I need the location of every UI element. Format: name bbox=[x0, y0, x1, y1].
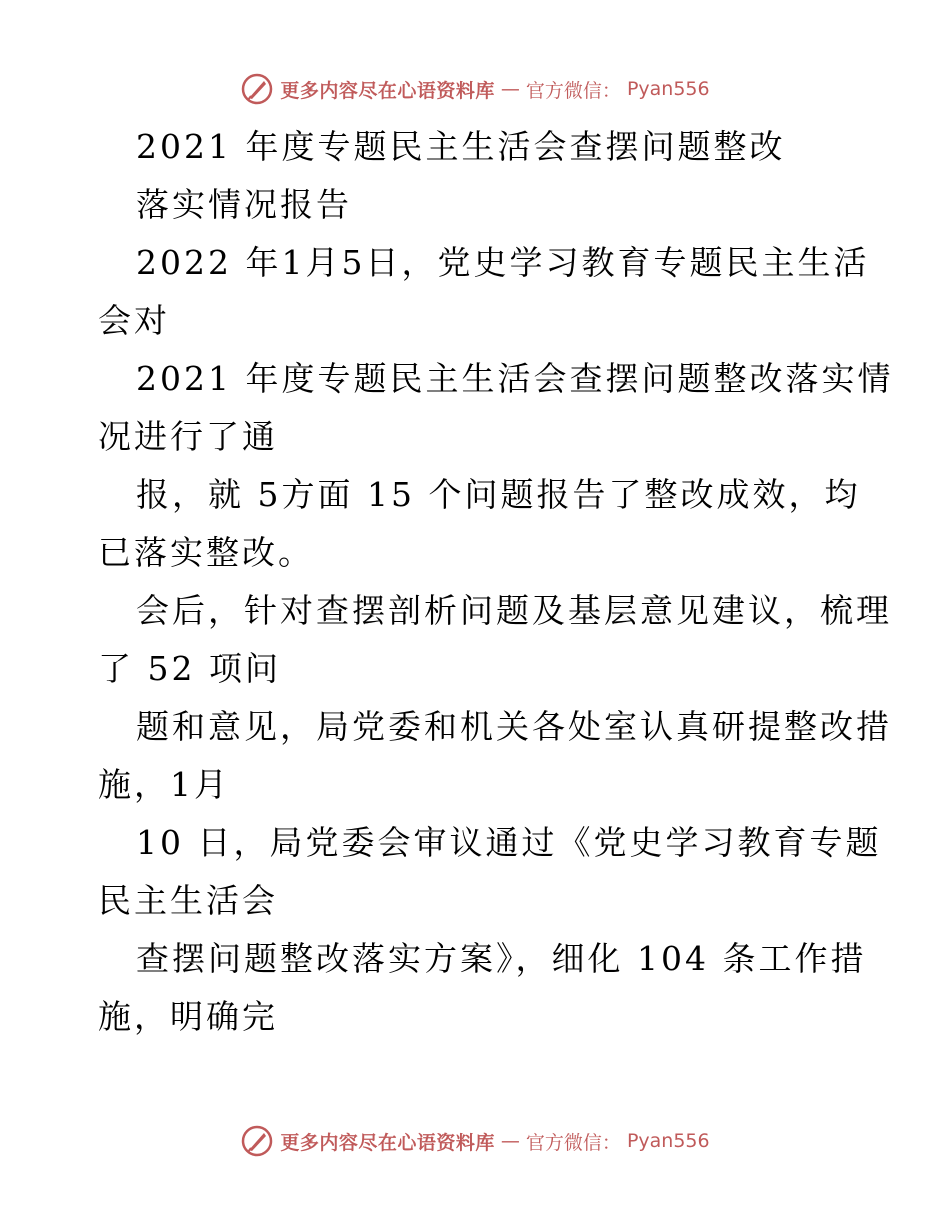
document-line: 报，就 5方面 15 个问题报告了整改成效，均 bbox=[136, 475, 861, 514]
document-line: 2021 年度专题民主生活会查摆问题整改落实情 bbox=[136, 359, 894, 398]
document-line: 会对 bbox=[98, 301, 170, 340]
feather-pen-logo-icon bbox=[240, 72, 274, 106]
footer-watermark bbox=[0, 1124, 950, 1158]
document-line: 会后，针对查摆剖析问题及基层意见建议，梳理 bbox=[136, 591, 892, 630]
document-line: 2021 年度专题民主生活会查摆问题整改 bbox=[136, 127, 786, 166]
watermark-separator: — bbox=[500, 1130, 520, 1152]
document-line: 10 日，局党委会审议通过《党史学习教育专题 bbox=[136, 823, 882, 862]
watermark-wechat-label: 官方微信： bbox=[525, 1131, 621, 1154]
document-line: 况进行了通 bbox=[98, 417, 278, 456]
watermark-wechat-label: 官方微信： bbox=[525, 79, 621, 102]
document-line: 2022 年1月5日，党史学习教育专题民主生活 bbox=[136, 243, 870, 282]
watermark-separator: — bbox=[500, 78, 520, 100]
document-line: 民主生活会 bbox=[98, 881, 278, 920]
document-line: 查摆问题整改落实方案》，细化 104 条工作措 bbox=[136, 939, 867, 978]
document-line: 落实情况报告 bbox=[136, 185, 352, 224]
watermark-main-text: 更多内容尽在心语资料库 bbox=[280, 1131, 495, 1154]
document-line: 了 52 项问 bbox=[98, 649, 281, 688]
header-watermark bbox=[0, 72, 950, 106]
document-line: 题和意见，局党委和机关各处室认真研提整改措 bbox=[136, 707, 892, 746]
feather-pen-logo-icon bbox=[240, 1124, 274, 1158]
document-line: 已落实整改。 bbox=[98, 533, 314, 572]
watermark-main-text: 更多内容尽在心语资料库 bbox=[280, 79, 495, 102]
document-line: 施，明确完 bbox=[98, 997, 278, 1036]
watermark-wechat-id: Pyan556 bbox=[626, 78, 710, 100]
document-body bbox=[98, 118, 894, 1046]
watermark-wechat-id: Pyan556 bbox=[626, 1130, 710, 1152]
document-line: 施，1月 bbox=[98, 765, 230, 804]
